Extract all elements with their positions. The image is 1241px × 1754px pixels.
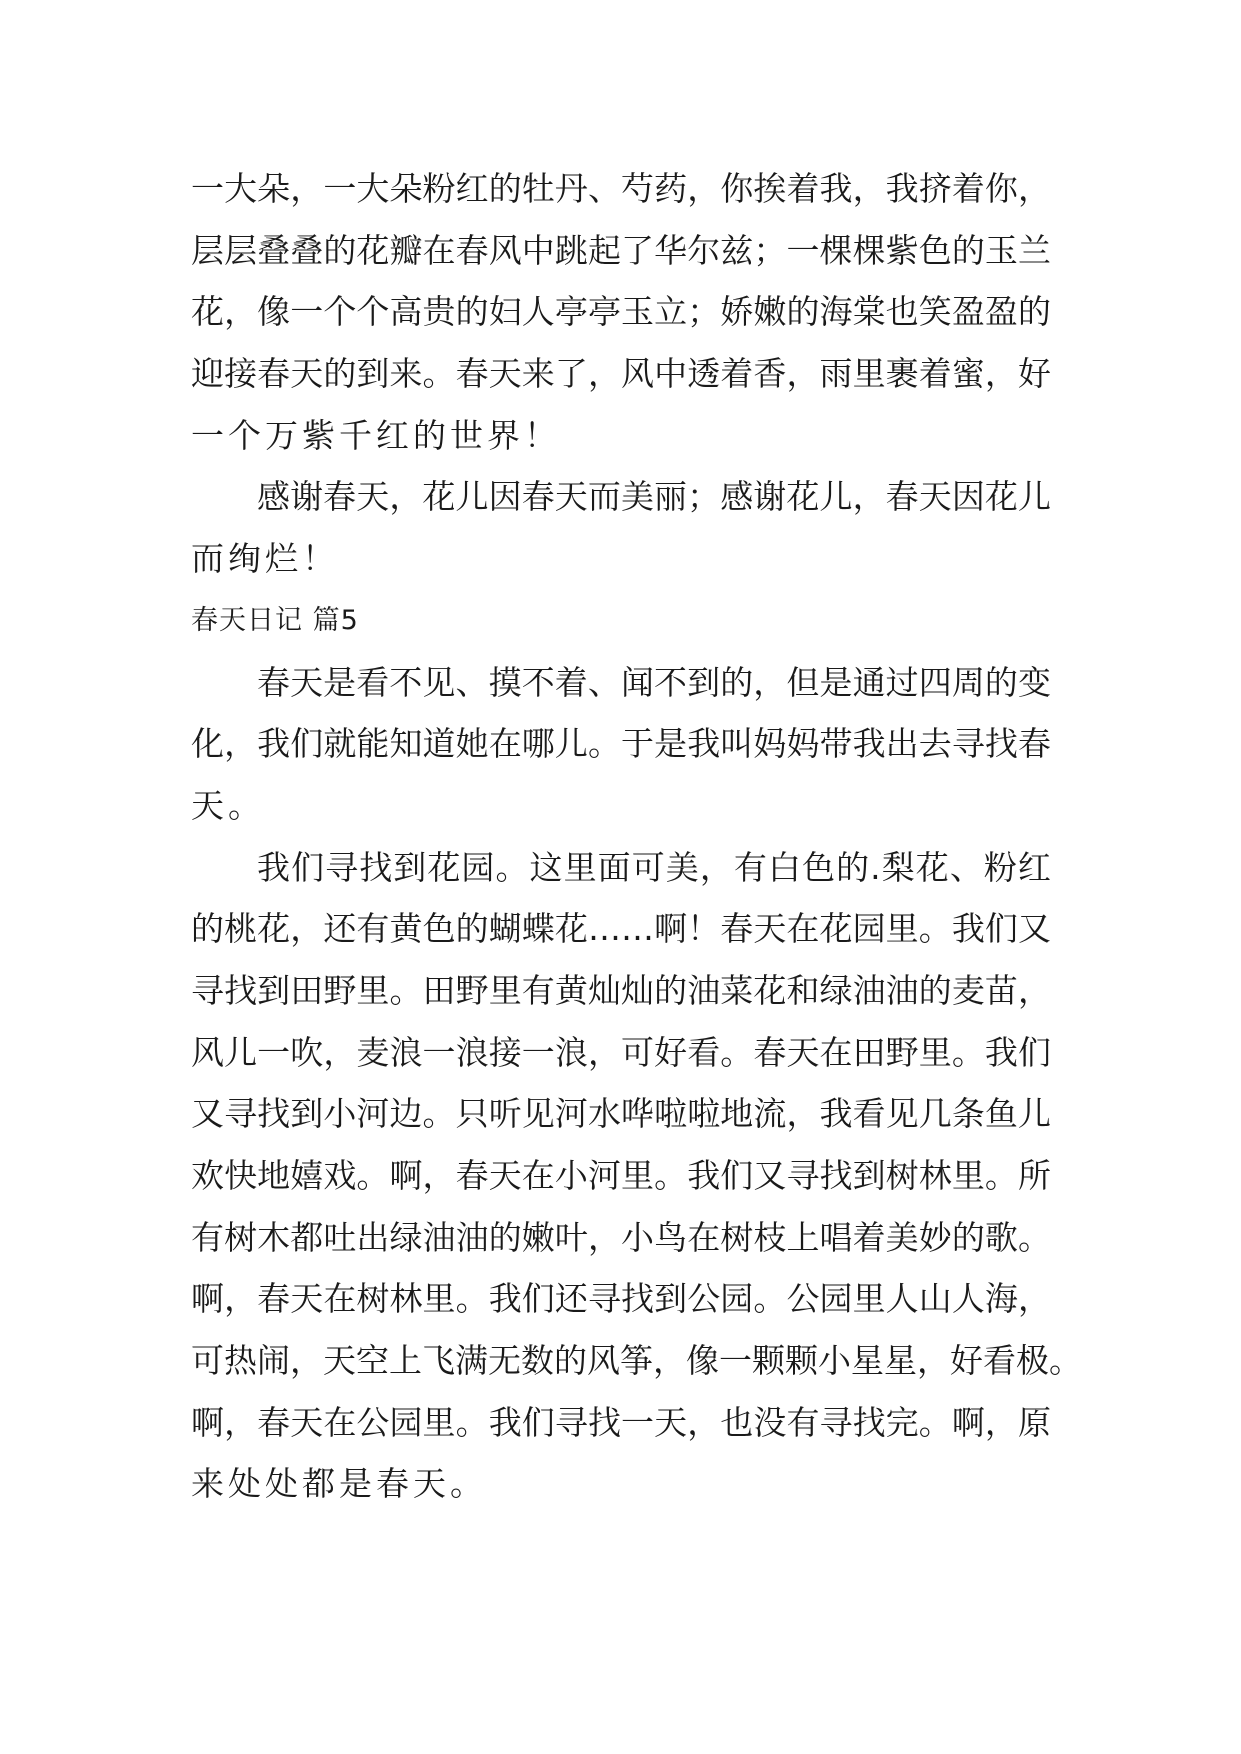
- paragraph-searching-spring: [191, 837, 1082, 1516]
- paragraph-peony-magnolia: [191, 158, 1051, 466]
- text-line: 风儿一吹，麦浪一浪接一浪，可好看。春天在田野里。我们: [191, 1032, 1051, 1072]
- paragraph-thanks-spring: [191, 466, 1051, 589]
- text-line: 一个万紫千红的世界！: [191, 415, 561, 455]
- text-line: 化，我们就能知道她在哪儿。于是我叫妈妈带我出去寻找春: [191, 724, 1051, 764]
- text-line: 欢快地嬉戏。啊，春天在小河里。我们又寻找到树林里。所: [191, 1156, 1051, 1195]
- text-line: 可热闹，天空上飞满无数的风筝，像一颗颗小星星，好看极。: [191, 1341, 1082, 1381]
- text-line: 有树木都吐出绿油油的嫩叶，小鸟在树枝上唱着美妙的歌。: [191, 1217, 1051, 1257]
- text-line: 花，像一个个高贵的妇人亭亭玉立；娇嫩的海棠也笑盈盈的: [191, 292, 1051, 332]
- text-line: 的桃花，还有黄色的蝴蝶花……啊！春天在花园里。我们又: [191, 909, 1051, 949]
- text-line: 我们寻找到花园。这里面可美，有白色的.梨花、粉红: [257, 847, 1051, 887]
- text-line: 层层叠叠的花瓣在春风中跳起了华尔兹；一棵棵紫色的玉兰: [191, 230, 1051, 270]
- text-line: 天。: [191, 785, 265, 825]
- text-line: 又寻找到小河边。只听见河水哗啦啦地流，我看见几条鱼儿: [191, 1094, 1051, 1134]
- text-line: 啊，春天在树林里。我们还寻找到公园。公园里人山人海，: [191, 1279, 1051, 1319]
- text-line: 来处处都是春天。: [191, 1464, 487, 1504]
- text-line: 啊，春天在公园里。我们寻找一天，也没有寻找完。啊，原: [191, 1402, 1051, 1442]
- text-line: 而绚烂！: [191, 539, 339, 579]
- text-line: 感谢春天，花儿因春天而美丽；感谢花儿，春天因花儿: [257, 477, 1051, 517]
- document-body: [191, 158, 1082, 1515]
- text-line: 寻找到田野里。田野里有黄灿灿的油菜花和绿油油的麦苗，: [191, 970, 1051, 1010]
- section-heading: 春天日记 篇5: [191, 604, 359, 636]
- paragraph-invisible-spring: [191, 652, 1051, 837]
- text-line: 一大朵，一大朵粉红的牡丹、芍药，你挨着我，我挤着你，: [191, 169, 1051, 208]
- text-line: 春天是看不见、摸不着、闻不到的，但是通过四周的变: [257, 662, 1051, 702]
- text-line: 迎接春天的到来。春天来了，风中透着香，雨里裹着蜜，好: [191, 354, 1051, 394]
